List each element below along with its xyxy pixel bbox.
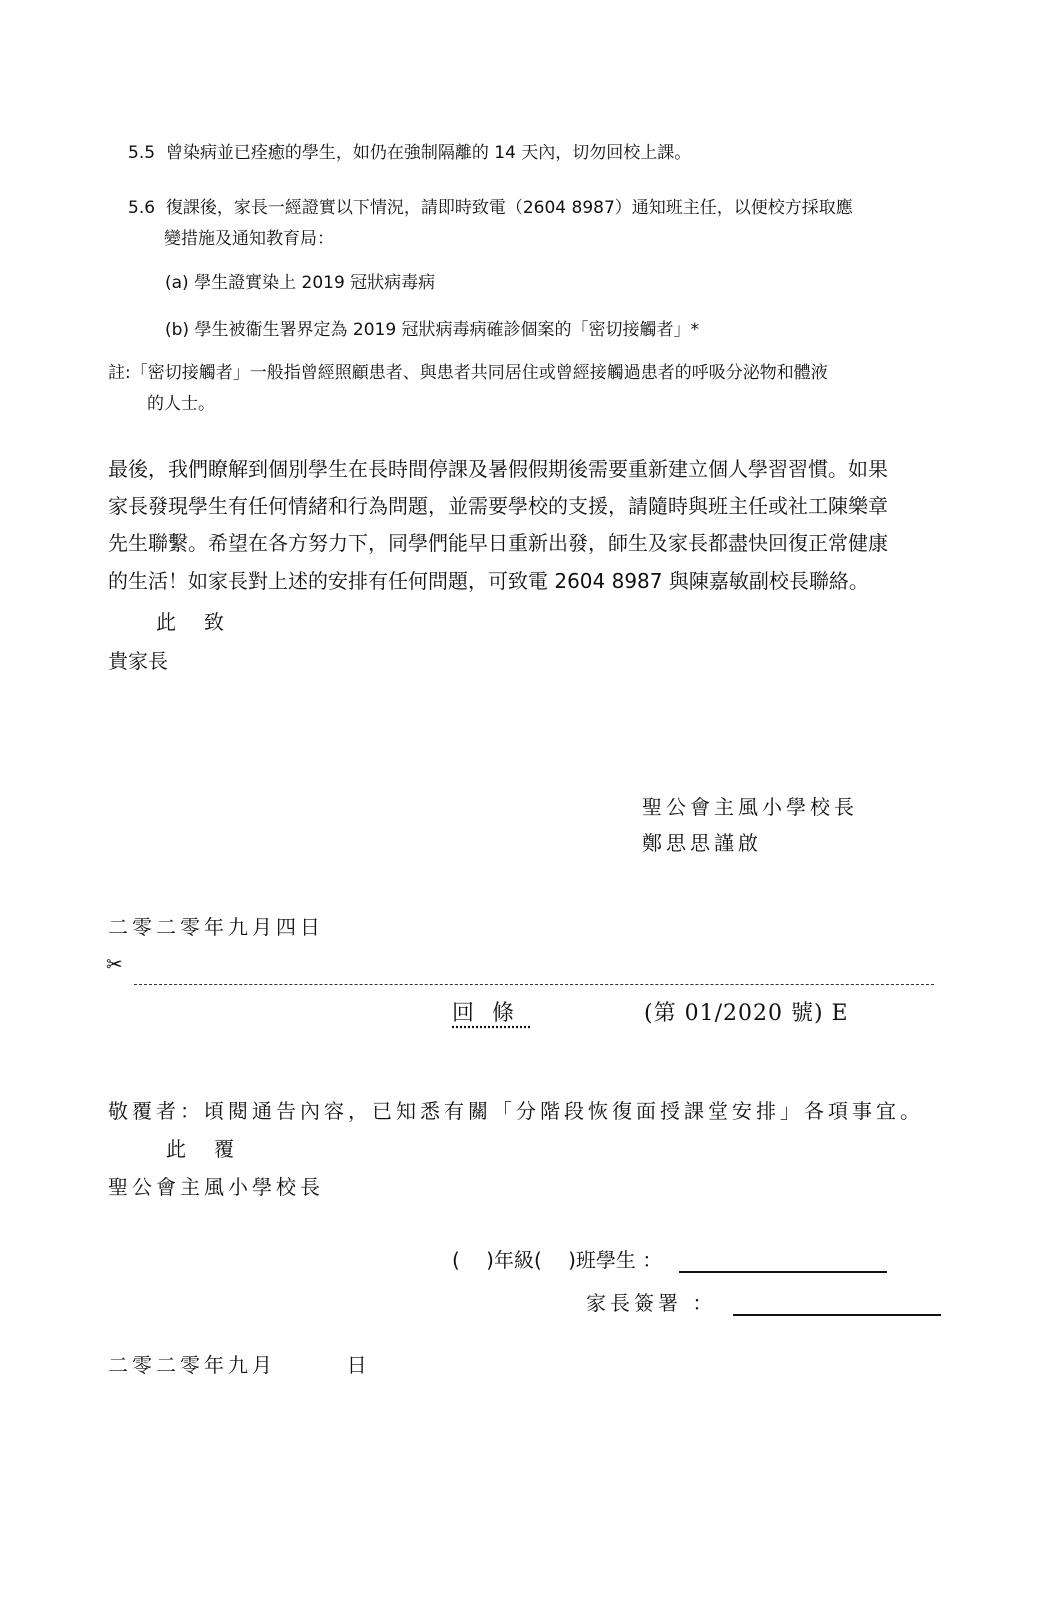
- item-5-6: [128, 193, 853, 218]
- student-class-row: [452, 1244, 887, 1273]
- sub-item-label: (a): [165, 273, 189, 293]
- item-text: 復課後，家長一經證實以下情況，請即時致電（2604 8987）通知班主任，以便校方採取應: [165, 198, 853, 218]
- addressee: 貴家長: [108, 649, 168, 673]
- item-5-5: [128, 138, 691, 163]
- closing-line-4: 的生活！如家長對上述的安排有任何問題，可致電 2604 8987 與陳嘉敏副校長聯絡。: [108, 569, 869, 593]
- reply-recipient: 聖公會主風小學校長: [108, 1175, 324, 1199]
- reply-slip-title: [452, 996, 532, 1027]
- closing-line-3: 先生聯繫。希望在各方努力下，同學們能早日重新出發，師生及家長都盡快回復正常健康: [108, 531, 888, 555]
- sub-item-a: [165, 268, 435, 293]
- note-text-continued: 的人士。: [147, 394, 215, 414]
- parent-signature-field[interactable]: [733, 1294, 941, 1316]
- student-class-label: ( )年級( )班學生 ：: [452, 1248, 663, 1272]
- note-continued: [147, 389, 215, 414]
- reply-statement: 敬覆者：頃閱通告內容，已知悉有關「分階段恢復面授課堂安排」各項事宜。: [108, 1099, 924, 1123]
- cut-line: [134, 984, 934, 985]
- signature-name: 鄭思思謹啟: [642, 831, 762, 855]
- signature-school: 聖公會主風小學校長: [642, 795, 858, 819]
- reply-title-text: 回條: [452, 1001, 533, 1026]
- closing-line-1: 最後，我們瞭解到個別學生在長時間停課及暑假假期後需要重新建立個人學習習慣。如果: [108, 457, 888, 481]
- salutation-closing: 此 致: [156, 610, 228, 634]
- scissors-icon: ✂: [106, 952, 123, 976]
- item-5-6-continued: [164, 224, 334, 249]
- item-number: 5.5: [128, 143, 156, 163]
- closing-line-2: 家長發現學生有任何情緒和行為問題，並需要學校的支援，請隨時與班主任或社工陳樂章: [108, 494, 888, 518]
- reply-slip-number: (第 01/2020 號) E: [644, 1001, 849, 1026]
- parent-signature-row: [586, 1287, 941, 1316]
- reply-salutation: 此 覆: [166, 1137, 238, 1161]
- sub-item-text: 學生被衞生署界定為 2019 冠狀病毒病確診個案的「密切接觸者」*: [194, 320, 700, 340]
- reply-date: [108, 1349, 371, 1378]
- sub-item-text: 學生證實染上 2019 冠狀病毒病: [194, 273, 436, 293]
- student-name-field[interactable]: [679, 1251, 887, 1273]
- notice-date: 二零二零年九月四日: [108, 915, 324, 939]
- sub-item-b: [165, 315, 699, 340]
- item-number: 5.6: [128, 198, 156, 218]
- parent-signature-label: 家長簽署 ：: [586, 1291, 717, 1315]
- sub-item-label: (b): [165, 320, 190, 340]
- note-text: 註:「密切接觸者」一般指曾經照顧患者、與患者共同居住或曾經接觸過患者的呼吸分泌物和體液: [108, 363, 828, 383]
- item-text-continued: 變措施及通知教育局：: [164, 229, 334, 249]
- reply-date-day: 日: [346, 1353, 371, 1377]
- item-text: 曾染病並已痊癒的學生，如仍在強制隔離的 14 天內，切勿回校上課。: [165, 143, 692, 163]
- note: [108, 358, 828, 383]
- reply-date-prefix: 二零二零年九月: [108, 1353, 276, 1377]
